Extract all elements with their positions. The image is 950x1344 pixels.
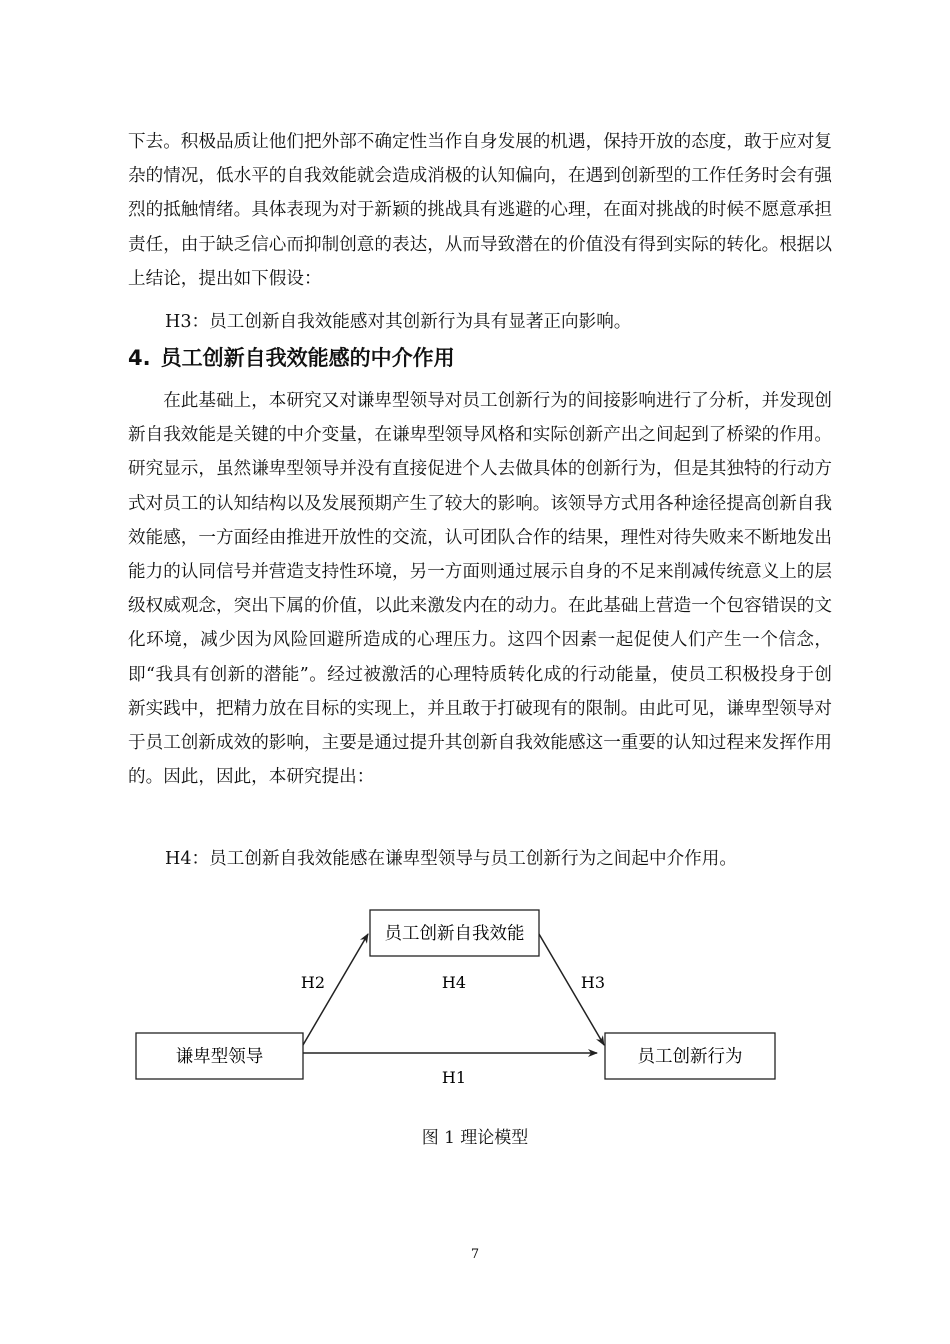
figure-caption: 图 1 理论模型 (421, 1128, 529, 1148)
section-title: 员工创新自我效能感的中介作用 (160, 346, 455, 370)
path-label-h3: H3 (580, 973, 606, 992)
node-self-efficacy-label: 员工创新自我效能 (384, 924, 525, 944)
hypothesis-h3: H3：员工创新自我效能感对其创新行为具有显著正向影响。 (165, 312, 632, 332)
theoretical-model-diagram (0, 890, 950, 1100)
path-label-h2: H2 (300, 973, 326, 992)
path-label-h1: H1 (441, 1068, 467, 1087)
page-number: 7 (470, 1247, 480, 1262)
node-humble-leadership-label: 谦卑型领导 (175, 1047, 264, 1067)
paragraph-continuation: 下去。积极品质让他们把外部不确定性当作自身发展的机遇，保持开放的态度，敢于应对复杂的情况，低水平的自我效能就会造成消极的认知偏向，在遇到创新型的工作任务时会有强烈的抵触情绪。具体表现为对于新颖的挑战具有逃避的心理，在面对挑战的时候不愿意承担责任，由于缺乏信心而抑制创意的表达，从而导致潜在的价值没有得到实际的转化。根据以上结论，提出如下假设： (128, 132, 832, 289)
path-label-h4: H4 (441, 973, 467, 992)
section-number: 4. (128, 346, 151, 370)
hypothesis-h4: H4：员工创新自我效能感在谦卑型领导与员工创新行为之间起中介作用。 (165, 849, 737, 869)
node-humble-leadership (136, 1033, 303, 1079)
node-innovation-behavior-label: 员工创新行为 (637, 1047, 743, 1067)
node-self-efficacy (370, 910, 539, 956)
paragraph-mediation: 在此基础上，本研究又对谦卑型领导对员工创新行为的间接影响进行了分析，并发现创新自我效能是关键的中介变量，在谦卑型领导风格和实际创新产出之间起到了桥梁的作用。研究显示，虽然谦卑型领导并没有直接促进个人去做具体的创新行为，但是其独特的行动方式对员工的认知结构以及发展预期产生了较大的影响。该领导方式用各种途径提高创新自我效能感，一方面经由推进开放性的交流，认可团队合作的结果，理性对待失败来不断地发出能力的认同信号并营造支持性环境，另一方面则通过展示自身的不足来削减传统意义上的层级权威观念，突出下属的价值，以此来激发内在的动力。在此基础上营造一个包容错误的文化环境，减少因为风险回避所造成的心理压力。这四个因素一起促使人们产生一个信念，即“我具有创新的潜能”。经过被激活的心理特质转化成的行动能量，使员工积极投身于创新实践中，把精力放在目标的实现上，并且敢于打破现有的限制。由此可见，谦卑型领导对于员工创新成效的影响，主要是通过提升其创新自我效能感这一重要的认知过程来发挥作用的。因此，因此，本研究提出： (128, 391, 832, 788)
node-innovation-behavior (605, 1033, 775, 1079)
section-heading (128, 342, 455, 372)
